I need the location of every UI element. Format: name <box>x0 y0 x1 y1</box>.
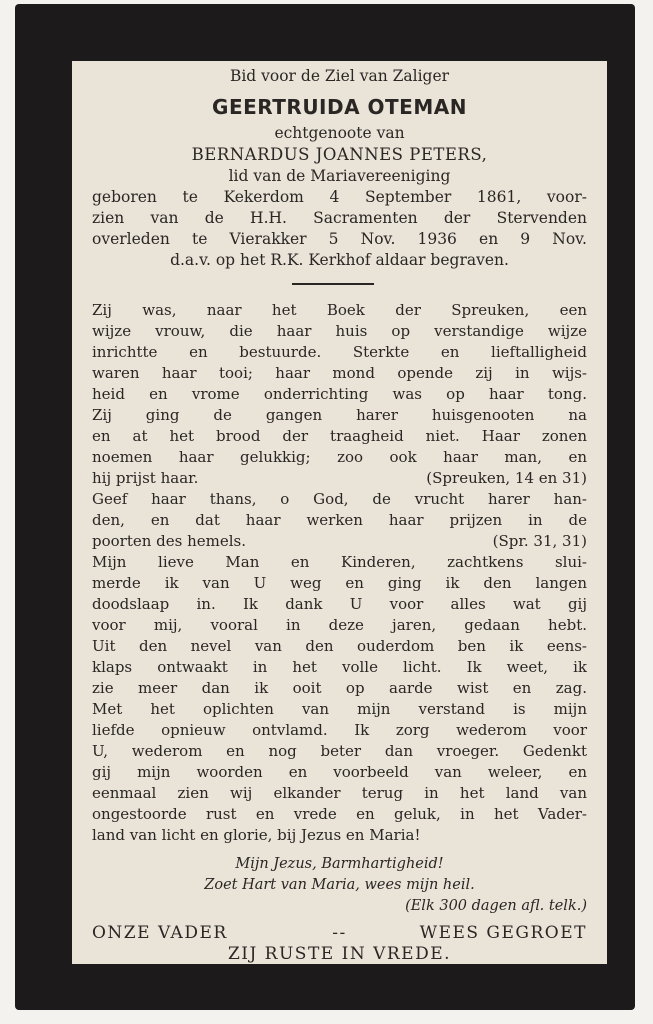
membership: lid van de Mariavereeniging <box>228 167 451 185</box>
our-father: ONZE VADER <box>92 923 228 943</box>
text-line: wijze vrouw, die haar huis op verstandige wijze <box>92 322 587 340</box>
text-line: den, en dat haar werken haar prijzen in de <box>92 511 587 529</box>
prayer-line: Mijn Jezus, Barmhartigheid! <box>235 856 444 872</box>
sacraments-line: zien van de H.H. Sacramenten der Stervenden <box>92 209 587 227</box>
card-panel <box>72 61 607 964</box>
text-line: U, wederom en nog beter dan vroeger. Gedenkt <box>92 742 587 760</box>
text-line: zie meer dan ik ooit op aarde wist en zag. <box>92 679 587 697</box>
text-line: inrichtte en bestuurde. Sterkte en lieftalligheid <box>92 343 587 361</box>
text-line: Zij ging de gangen harer huisgenooten na <box>92 406 587 424</box>
husband-name: BERNARDUS JOANNES PETERS, <box>191 145 488 164</box>
prayer-request: Bid voor de Ziel van Zaliger <box>229 67 450 85</box>
text-line: Mijn lieve Man en Kinderen, zachtkens slui- <box>92 553 587 571</box>
text-line: doodslaap in. Ik dank U voor alles wat gij <box>92 595 587 613</box>
text-line: en at het brood der traagheid niet. Haar zonen <box>92 427 587 445</box>
text-line: hij prijst haar. <box>92 469 199 487</box>
birth-line: geboren te Kekerdom 4 September 1861, voor- <box>92 188 587 206</box>
memorial-card <box>15 4 635 1010</box>
deceased-name: GEERTRUIDA OTEMAN <box>212 95 467 119</box>
death-line: overleden te Vierakker 5 Nov. 1936 en 9 Nov. <box>92 230 587 248</box>
text-line: liefde opnieuw ontvlamd. Ik zorg wederom voor <box>92 721 587 739</box>
spouse-relation: echtgenoote van <box>274 124 405 142</box>
text-line: Geef haar thans, o God, de vrucht harer han- <box>92 490 587 508</box>
prayer-line: Zoet Hart van Maria, wees mijn heil. <box>204 877 475 893</box>
text-line: klaps ontwaakt in het volle licht. Ik weet, ik <box>92 658 587 676</box>
indulgence-note: (Elk 300 dagen afl. telk.) <box>405 898 587 914</box>
text-line: ongestoorde rust en vrede en geluk, in het Vader- <box>92 805 587 823</box>
text-line: eenmaal zien wij elkander terug in het land van <box>92 784 587 802</box>
text-line: Zij was, naar het Boek der Spreuken, een <box>92 301 587 319</box>
text-line: voor mij, vooral in deze jaren, gedaan hebt. <box>92 616 587 634</box>
text-line: waren haar tooi; haar mond opende zij in wijs- <box>92 364 587 382</box>
text-line: heid en vrome onderrichting was op haar tong. <box>92 385 587 403</box>
burial-line: d.a.v. op het R.K. Kerkhof aldaar begraven. <box>170 251 509 269</box>
text-line: Met het oplichten van mijn verstand is mijn <box>92 700 587 718</box>
text-line: noemen haar gelukkig; zoo ook haar man, en <box>92 448 587 466</box>
text-line: Uit den nevel van den ouderdom ben ik eens- <box>92 637 587 655</box>
scripture-reference: (Spr. 31, 31) <box>492 532 587 550</box>
text-line: merde ik van U weg en ging ik den langen <box>92 574 587 592</box>
separator-dash: -- <box>332 923 347 943</box>
text-line: gij mijn woorden en voorbeeld van weleer, en <box>92 763 587 781</box>
hail-mary: WEES GEGROET <box>419 923 587 943</box>
rest-in-peace: ZIJ RUSTE IN VREDE. <box>227 944 452 964</box>
text-line: land van licht en glorie, bij Jezus en Maria! <box>92 826 421 844</box>
scripture-reference: (Spreuken, 14 en 31) <box>426 469 587 487</box>
divider <box>292 283 374 285</box>
text-line: poorten des hemels. <box>92 532 247 550</box>
